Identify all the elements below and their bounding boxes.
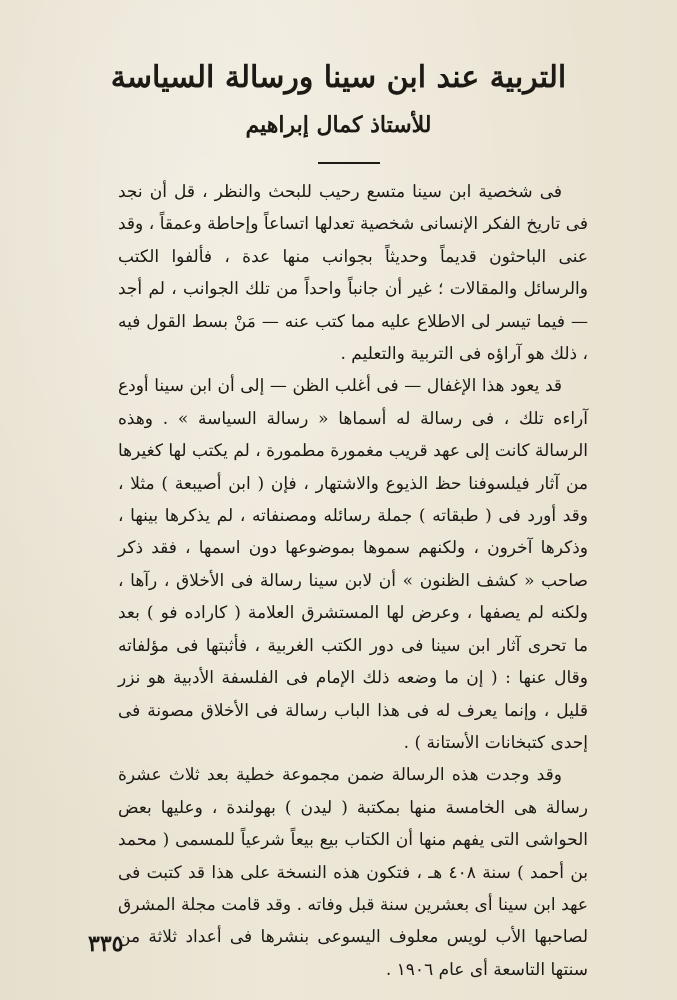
article-title: التربية عند ابن سينا ورسالة السياسة (110, 60, 567, 95)
paragraph-2: قد يعود هذا الإغفال — فى أغلب الظن — إلى أن ابن سينا أودع آراءه تلك ، فى رسالة له أسماها « رسالة السياسة » . وهذه الرسالة كانت إلى عهد قريب مغمورة مطمورة ، لم يكتب لها كغيرها من آثار فيلسوفنا حظ الذيوع والاشتهار ، فإن ( ابن أصيبعة ) مثلا ، وقد أورد فى ( طبقاته ) جملة رسائله ومصنفاته ، لم يذكرها بينها ، وذكرها آخرون ، ولكنهم سموها بموضوعها دون اسمها ، فقد ذكر صاحب « كشف الظنون » أن لابن سينا رسالة فى الأخلاق ، رآها ، ولكنه لم يصفها ، وعرض لها المستشرق العلامة ( كاراده فو ) بعد ما تحرى آثار ابن سينا فى دور الكتب الغربية ، فأثبتها فى مؤلفاته وقال عنها : ( إن ما وضعه ذلك الإمام فى الفلسفة الأدبية هو نزر قليل ، وإنما يعرف له فى هذا الباب رسالة فى الأخلاق مصونة فى إحدى كتبخانات الأستانة ) . (118, 376, 588, 753)
page-number: ٣٣٥ (88, 931, 124, 957)
title-divider (318, 162, 380, 164)
paragraph-1: فى شخصية ابن سينا متسع رحيب للبحث والنظر ، قل أن نجد فى تاريخ الفكر الإنسانى شخصية تعدلها اتساعاً وإحاطة وعمقاً ، وقد عنى الباحثون قديماً وحديثاً بجوانب منها عدة ، فألفوا الكتب والرسائل والمقالات ؛ غير أن جانباً واحداً من تلك الجوانب ، لم أجد — فيما تيسر لى الاطلاع عليه مما كتب عنه — مَنْ بسط القول فيه ، ذلك هو آراؤه فى التربية والتعليم . (118, 182, 588, 365)
paragraph-3: وقد وجدت هذه الرسالة ضمن مجموعة خطية بعد ثلاث عشرة رسالة هى الخامسة منها بمكتبة ( ليدن ) بهولندة ، وعليها بعض الحواشى التى يفهم منها أن الكتاب بيع بيعاً شرعياً للمسمى ( محمد بن أحمد ) سنة ٤٠٨ هـ ، فتكون هذه النسخة على هذا قد كتبت فى عهد ابن سينا أى بعشرين سنة قبل وفاته . وقد قامت مجلة المشرق لصاحبها الأب لويس معلوف اليسوعى بنشرها فى أعداد ثلاثة من سنتها التاسعة أى عام ١٩٠٦ . (118, 765, 588, 980)
article-body (118, 176, 588, 986)
article-author: للأستاذ كمال إبراهيم (245, 112, 432, 138)
